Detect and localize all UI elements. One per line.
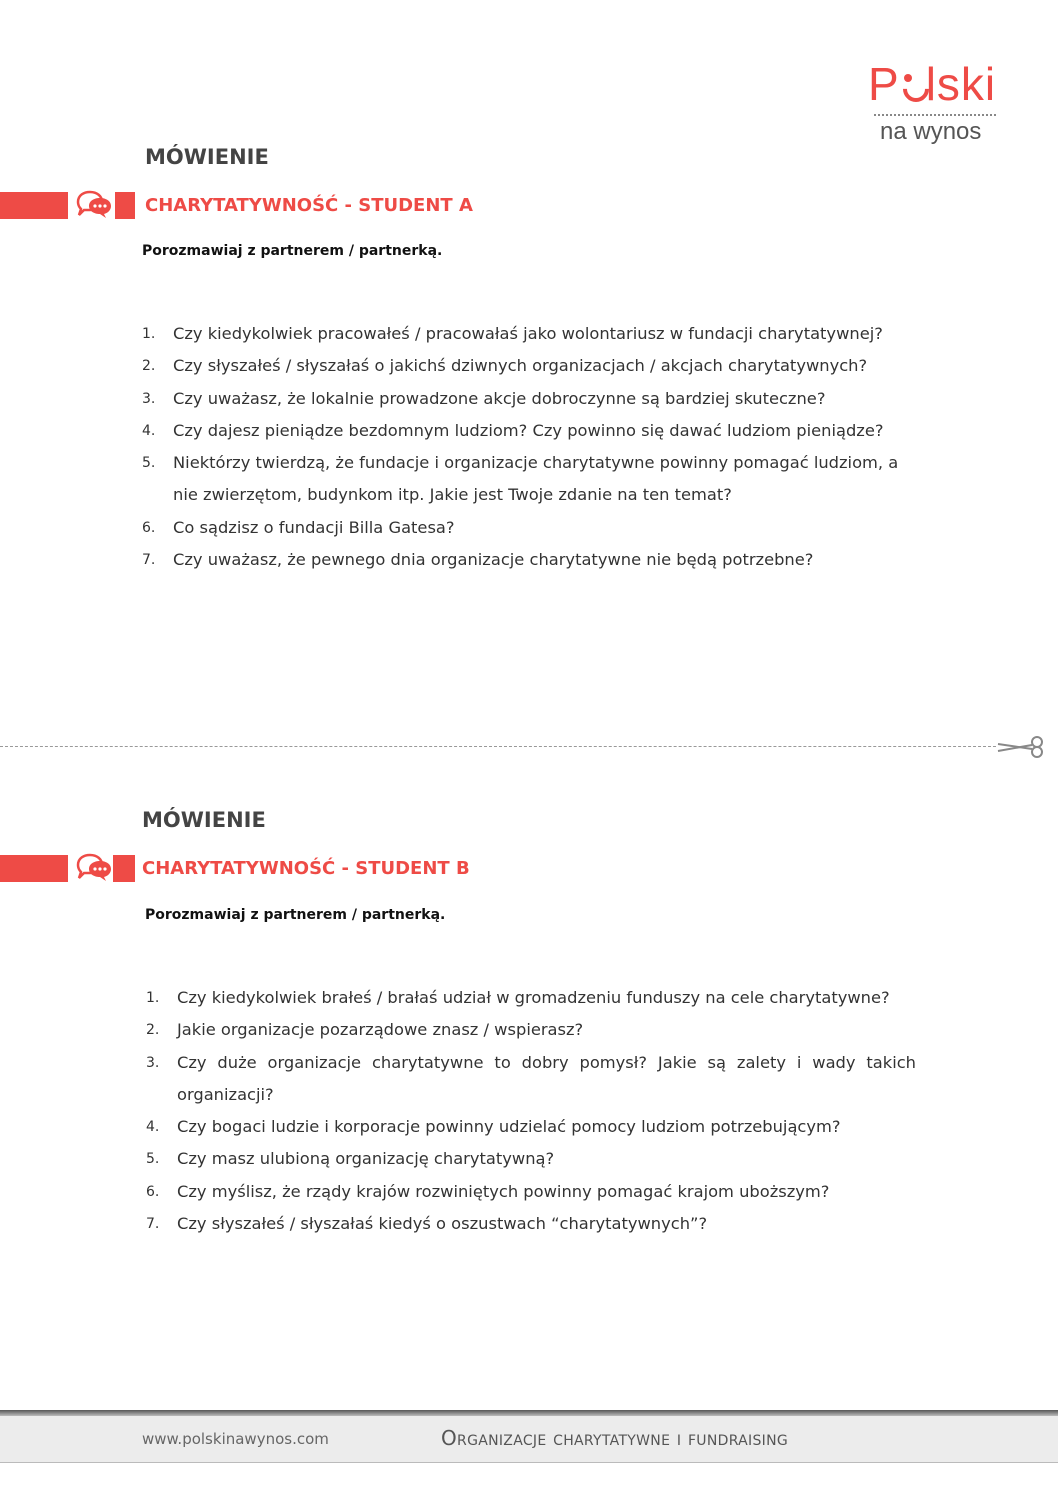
question-item [146, 1111, 916, 1143]
section-a-subtitle: CHARYTATYWNOŚĆ - STUDENT A [145, 195, 473, 216]
section-a-instruction: Porozmawiaj z partnerem / partnerką. [142, 243, 443, 259]
section-b-subtitle: CHARYTATYWNOŚĆ - STUDENT B [142, 858, 470, 879]
footer-document-title: Organizacje charytatywne i fundraising [441, 1426, 789, 1450]
question-text: Jakie organizacje pozarządowe znasz / wspierasz? [177, 1020, 584, 1040]
question-item [146, 1176, 916, 1208]
section-b-question-list [146, 982, 916, 1240]
question-text: Co sądzisz o fundacji Billa Gatesa? [173, 517, 455, 537]
question-item [146, 1014, 916, 1046]
question-number: 7. [142, 552, 156, 569]
question-item [142, 383, 922, 415]
question-text: Czy dajesz pieniądze bezdomnym ludziom? Czy powinno się dawać ludziom pieniądze? [173, 420, 884, 440]
section-a-accent-block [115, 192, 135, 219]
question-number: 1. [142, 326, 156, 342]
question-number: 6. [142, 519, 156, 536]
question-text: Czy uważasz, że lokalnie prowadzone akcje dobroczynne są bardziej skuteczne? [173, 388, 826, 408]
question-text: Czy masz ulubioną organizację charytatywną? [177, 1149, 555, 1169]
question-item [142, 544, 922, 576]
question-item [146, 1143, 916, 1175]
section-b-heading: MÓWIENIE [142, 808, 266, 832]
section-a-question-list [142, 318, 922, 576]
question-item [146, 1208, 916, 1240]
question-text: Czy uważasz, że pewnego dnia organizacje charytatywne nie będą potrzebne? [173, 550, 814, 570]
question-number: 2. [142, 358, 156, 375]
question-item [142, 350, 922, 382]
section-b-accent-bar [0, 855, 68, 882]
question-text: Czy duże organizacje charytatywne to dobry pomysł? Jakie są zalety i wady takich organizacji? [177, 1052, 916, 1104]
footer [0, 1416, 1058, 1463]
question-number: 5. [142, 455, 156, 472]
question-item [146, 982, 916, 1014]
question-number: 2. [146, 1022, 160, 1039]
section-a-heading: MÓWIENIE [145, 145, 269, 169]
section-a-accent-bar [0, 192, 68, 219]
question-text: Czy kiedykolwiek brałeś / brałaś udział w gromadzeniu funduszy na cele charytatywne? [177, 988, 890, 1007]
question-number: 3. [146, 1054, 160, 1071]
chat-bubbles-icon [75, 190, 113, 220]
question-item [146, 1047, 916, 1112]
question-item [142, 512, 922, 544]
question-item [142, 318, 922, 350]
question-text: Czy bogaci ludzie i korporacje powinny udzielać pomocy ludziom potrzebującym? [177, 1117, 841, 1137]
logo-subtitle: na wynos [880, 118, 982, 145]
question-text: Czy słyszałeś / słyszałaś o jakichś dziwnych organizacjach / akcjach charytatywnych? [173, 356, 868, 376]
chat-bubbles-icon [75, 853, 113, 883]
section-b-instruction: Porozmawiaj z partnerem / partnerką. [145, 907, 446, 923]
question-text: Czy myślisz, że rządy krajów rozwiniętych powinny pomagać krajom uboższym? [177, 1181, 830, 1201]
footer-website-link[interactable]: www.polskinawynos.com [142, 1430, 329, 1448]
question-text: Czy słyszałeś / słyszałaś kiedyś o oszustwach “charytatywnych”? [177, 1214, 708, 1234]
brand-logo [868, 58, 1000, 150]
question-number: 7. [146, 1216, 160, 1233]
question-number: 3. [142, 390, 156, 407]
question-text: Czy kiedykolwiek pracowałeś / pracowałaś jako wolontariusz w fundacji charytatywnej? [173, 324, 883, 343]
question-number: 4. [146, 1119, 160, 1136]
logo-smile-icon [900, 72, 926, 102]
logo-wordmark: P lski [868, 58, 997, 110]
question-item [142, 415, 922, 447]
logo-divider [874, 114, 996, 116]
scissors-icon [996, 734, 1046, 760]
question-number: 5. [146, 1151, 160, 1168]
question-number: 1. [146, 990, 160, 1006]
question-text: Niektórzy twierdzą, że fundacje i organizacje charytatywne powinny pomagać ludziom, a nie zwierzętom, budynkom itp. Jakie jest Twoje zdanie na ten temat? [173, 453, 899, 505]
question-item [142, 447, 922, 512]
question-number: 6. [146, 1183, 160, 1200]
question-number: 4. [142, 422, 156, 439]
cut-line [0, 746, 996, 747]
section-b-accent-block [113, 855, 135, 882]
